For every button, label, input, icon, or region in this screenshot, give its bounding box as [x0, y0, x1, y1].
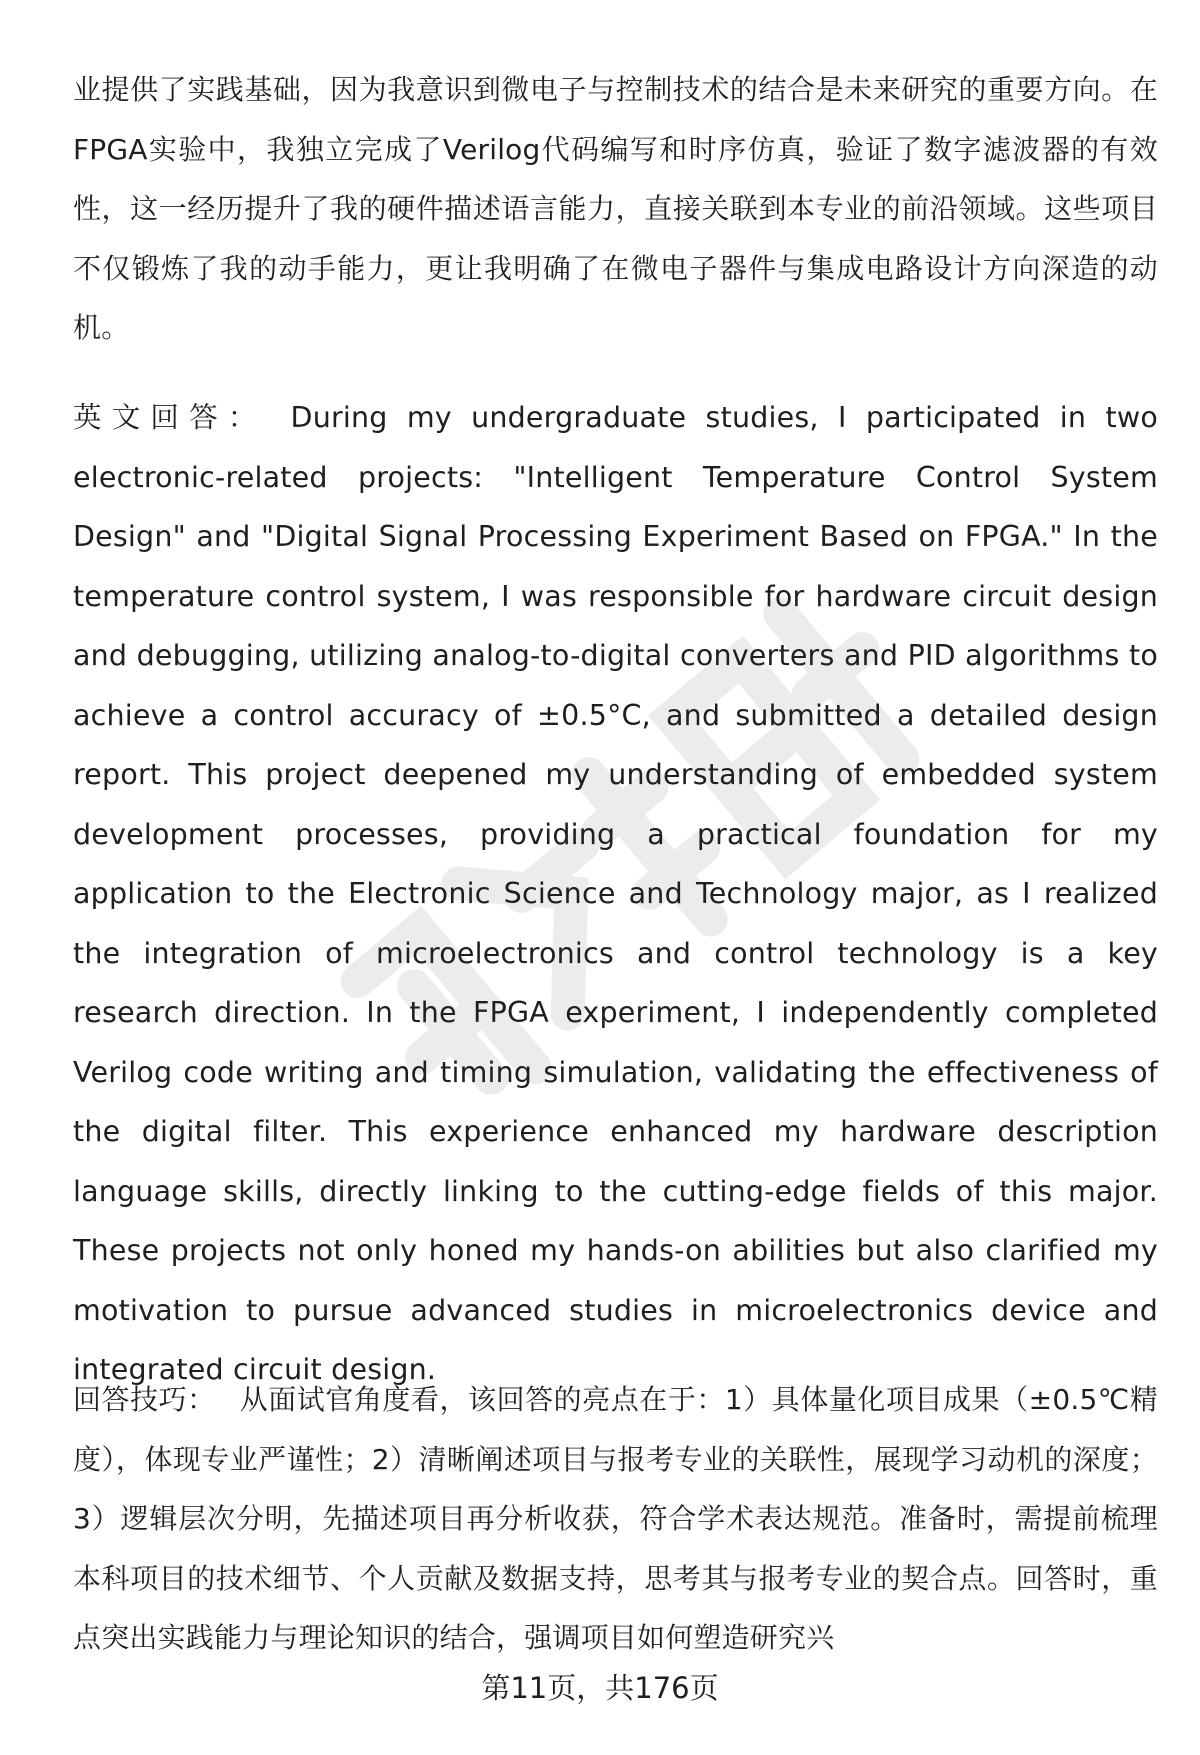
english-answer-label: 英文回答：	[73, 401, 267, 434]
page-number-footer: 第11页，共176页	[481, 1671, 719, 1705]
english-answer-text: During my undergraduate studies, I participated in two electronic-related projects: "Intelligent Temperature Control System Design" and "Digital Signal Processing Experiment Based on FPGA." In the temperature control system, I was responsible for hardware circuit design and debugging, utilizing analog-to-digital converters and PID algorithms to achieve a control accuracy of ±0.5°C, and submitted a detailed design report. This project deepened my understanding of embedded system development processes, providing a practical foundation for my application to the Electronic Science and Technology major, as I realized the integration of microelectronics and control technology is a key research direction. In the FPGA experiment, I independently completed Verilog code writing and timing simulation, validating the effectiveness of the digital filter. This experience enhanced my hardware description language skills, directly linking to the cutting-edge fields of this major. These projects not only honed my hands-on abilities but also clarified my motivation to pursue advanced studies in microelectronics device and integrated circuit design.	[73, 401, 1158, 1386]
answer-tips-label: 回答技巧：	[73, 1383, 216, 1416]
answer-tips-paragraph	[73, 1370, 1158, 1668]
english-answer-paragraph	[73, 388, 1158, 1400]
answer-tips-text: 从面试官角度看，该回答的亮点在于：1）具体量化项目成果（±0.5℃精度），体现专业严谨性；2）清晰阐述项目与报考专业的关联性，展现学习动机的深度；3）逻辑层次分明，先描述项目再分析收获，符合学术表达规范。准备时，需提前梳理本科项目的技术细节、个人贡献及数据支持，思考其与报考专业的契合点。回答时，重点突出实践能力与理论知识的结合，强调项目如何塑造研究兴	[73, 1383, 1158, 1654]
chinese-paragraph-continuation: 业提供了实践基础，因为我意识到微电子与控制技术的结合是未来研究的重要方向。在FPGA实验中，我独立完成了Verilog代码编写和时序仿真，验证了数字滤波器的有效性，这一经历提升了我的硬件描述语言能力，直接关联到本专业的前沿领域。这些项目不仅锻炼了我的动手能力，更让我明确了在微电子器件与集成电路设计方向深造的动机。	[73, 73, 1158, 344]
